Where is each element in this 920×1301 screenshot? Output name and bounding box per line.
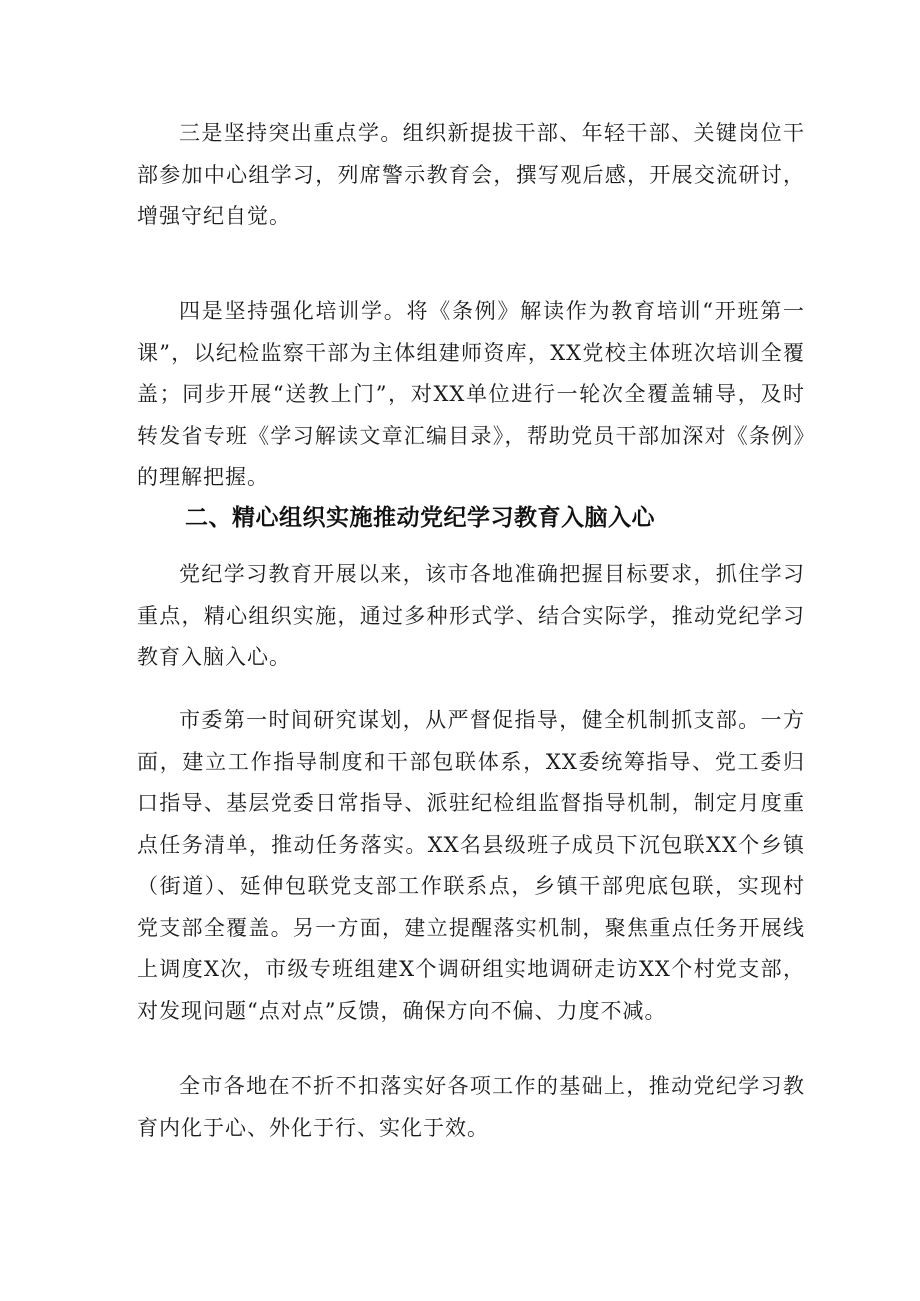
- paragraph-city-committee: 市委第一时间研究谋划，从严督促指导，健全机制抓支部。一方面，建立工作指导制度和干部包联体系，XX委统筹指导、党工委归口指导、基层党委日常指导、派驻纪检组监督指导机制，制定月度重点任务清单，推动任务落实。XX名县级班子成员下沉包联XX个乡镇（街道）、延伸包联党支部工作联系点，乡镇干部兜底包联，实现村党支部全覆盖。另一方面，建立提醒落实机制，聚焦重点任务开展线上调度X次，市级专班组建X个调研组实地调研走访XX个村党支部，对发现问题“点对点”反馈，确保方向不偏、力度不减。: [137, 708, 805, 1023]
- paragraph-training-study: 四是坚持强化培训学。将《条例》解读作为教育培训“开班第一课”，以纪检监察干部为主体组建师资库，XX党校主体班次培训全覆盖；同步开展“送教上门”，对XX单位进行一轮次全覆盖辅导，及时转发省专班《学习解读文章汇编目录》，帮助党员干部加深对《条例》的理解把握。: [137, 299, 805, 489]
- paragraph-conclusion: 全市各地在不折不扣落实好各项工作的基础上，推动党纪学习教育内化于心、外化于行、实化于效。: [137, 1074, 805, 1140]
- paragraph-overview: 党纪学习教育开展以来，该市各地准确把握目标要求，抓住学习重点，精心组织实施，通过多种形式学、结合实际学，推动党纪学习教育入脑入心。: [137, 562, 805, 669]
- paragraph-focus-study: 三是坚持突出重点学。组织新提拔干部、年轻干部、关键岗位干部参加中心组学习，列席警示教育会，撰写观后感，开展交流研讨，增强守纪自觉。: [137, 121, 805, 228]
- section-heading: 二、精心组织实施推动党纪学习教育入脑入心: [185, 505, 655, 531]
